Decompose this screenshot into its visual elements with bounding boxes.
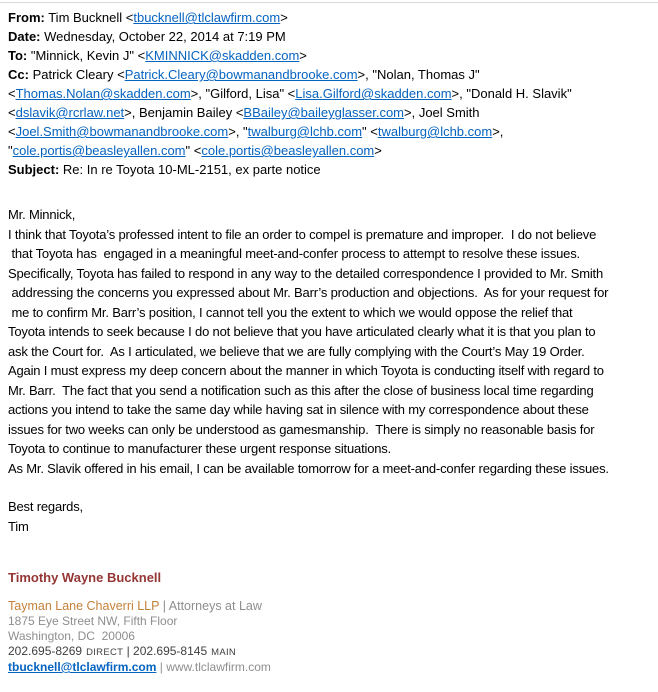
body-line-5: me to confirm Mr. Barr’s position, I cannot tell you the extent to which we would oppose the relief that <box>8 304 573 320</box>
signature-address-line2: Washington, DC 20006 <box>8 629 135 643</box>
body-line-4: addressing the concerns you expressed about Mr. Barr’s production and objections. As for your request for <box>8 285 609 300</box>
header-row-to <box>8 46 654 65</box>
signature-address-line1: 1875 Eye Street NW, Fifth Floor <box>8 614 178 628</box>
to-angle-close: > <box>299 48 307 63</box>
body-line-6: Toyota intends to seek because I do not believe that you have articulated clearly what it is that you plan to <box>8 324 596 339</box>
cc-text-7: >, " <box>228 124 248 139</box>
body-line-1: I think that Toyota’s professed intent to file an order to compel is premature and improper. I do not believe <box>8 226 597 242</box>
signature-phone-row <box>8 644 654 660</box>
blank-line <box>8 478 654 497</box>
from-angle-close: > <box>280 10 288 25</box>
body-line-11: issues for two weeks can only be understood as gamesmanship. There is simply no reasonable basis for <box>8 421 595 437</box>
cc-email-link-2[interactable]: Thomas.Nolan@skadden.com <box>15 86 191 101</box>
cc-email-link-6[interactable]: Joel.Smith@bowmanandbrooke.com <box>15 124 229 139</box>
cc-email-link-5[interactable]: BBailey@baileyglasser.com <box>243 105 405 120</box>
cc-text-2: >, "Nolan, Thomas J" < <box>8 67 480 101</box>
cc-email-link-8[interactable]: twalburg@lchb.com <box>377 124 493 139</box>
email-message <box>0 3 658 675</box>
cc-text-4: >, "Donald H. Slavik" < <box>8 86 572 120</box>
to-email-link[interactable]: KMINNICK@skadden.com <box>145 48 300 63</box>
firm-divider: | <box>159 599 169 613</box>
body-line-7: ask the Court for. As I articulated, we believe that we are fully complying with the Court’s May 19 Order. <box>8 343 585 359</box>
date-label: Date: <box>8 29 41 44</box>
cc-text-11: > <box>374 143 382 158</box>
cc-email-link-3[interactable]: Lisa.Gilford@skadden.com <box>295 86 452 101</box>
phone-main-number: 202.695-8145 <box>133 644 208 658</box>
from-label: From: <box>8 10 45 25</box>
to-name-text: "Minnick, Kevin J" < <box>27 48 146 63</box>
body-line-9: Mr. Barr. The fact that you send a notification such as this after the close of business local time regarding <box>8 382 594 398</box>
cc-text-5: >, Benjamin Bailey < <box>124 105 244 120</box>
body-line-8: Again I must express my deep concern about the manner in which Toyota is conducting itself with regard to <box>8 363 604 378</box>
availability-line: As Mr. Slavik offered in his email, I can be available tomorrow for a meet-and-confer regarding these issues. <box>8 460 609 476</box>
signature-contact-row <box>8 660 654 675</box>
email-body <box>8 205 654 536</box>
header-row-date <box>8 27 654 46</box>
closing-line: Best regards, <box>8 499 83 514</box>
date-value: Wednesday, October 22, 2014 at 7:19 PM <box>40 29 286 44</box>
to-label: To: <box>8 48 28 63</box>
cc-email-link-9[interactable]: cole.portis@beasleyallen.com <box>12 143 186 158</box>
cc-email-link-7[interactable]: twalburg@lchb.com <box>247 124 363 139</box>
body-line-2: that Toyota has engaged in a meaningful meet-and-confer process to attempt to resolve these issues. <box>8 246 580 261</box>
cc-text-10: " < <box>185 143 202 158</box>
cc-text-1: Patrick Cleary < <box>28 67 125 82</box>
firm-tagline: Attorneys at Law <box>168 599 262 613</box>
body-line-10: actions you intend to take the same day while having sat in silence with my correspondence about these <box>8 402 589 417</box>
salutation: Mr. Minnick, <box>8 207 76 222</box>
phone-divider: | <box>123 644 134 658</box>
from-email-link[interactable]: tbucknell@tlclawfirm.com <box>133 10 281 25</box>
email-header <box>8 8 654 179</box>
phone-main-label: MAIN <box>211 647 237 658</box>
cc-email-link-1[interactable]: Patrick.Cleary@bowmanandbrooke.com <box>124 67 358 82</box>
cc-email-link-4[interactable]: dslavik@rcrlaw.net <box>15 105 125 120</box>
body-line-12: Toyota to continue to manufacturer these urgent response situations. <box>8 441 392 456</box>
cc-email-link-10[interactable]: cole.portis@beasleyallen.com <box>201 143 375 158</box>
firm-name: Tayman Lane Chaverri LLP <box>8 599 160 613</box>
header-row-subject <box>8 160 654 179</box>
body-line-3: Specifically, Toyota has failed to respond in any way to the detailed correspondence I provided to Mr. Smith <box>8 265 604 281</box>
cc-text-9: >, " <box>8 124 504 158</box>
cc-text-8: " < <box>362 124 378 139</box>
cc-label: Cc: <box>8 67 29 82</box>
web-divider: | <box>156 660 167 674</box>
cc-text-6: >, Joel Smith < <box>8 105 480 139</box>
header-row-cc <box>8 65 654 160</box>
signoff-name: Tim <box>8 518 29 534</box>
website-text: www.tlclawfirm.com <box>166 660 271 674</box>
signature-name: Timothy Wayne Bucknell <box>8 570 162 585</box>
phone-direct-label: DIRECT <box>86 647 124 658</box>
signature-firm-row <box>8 599 654 614</box>
signature-email-link[interactable]: tbucknell@tlclawfirm.com <box>8 660 157 674</box>
header-row-from <box>8 8 654 27</box>
phone-direct-number: 202.695-8269 <box>8 644 83 658</box>
signature-block <box>8 599 654 675</box>
cc-text-3: >, "Gilford, Lisa" < <box>190 86 296 101</box>
subject-value: Re: In re Toyota 10-ML-2151, ex parte notice <box>59 162 321 177</box>
subject-label: Subject: <box>8 162 60 177</box>
from-name-text: Tim Bucknell < <box>44 10 134 25</box>
